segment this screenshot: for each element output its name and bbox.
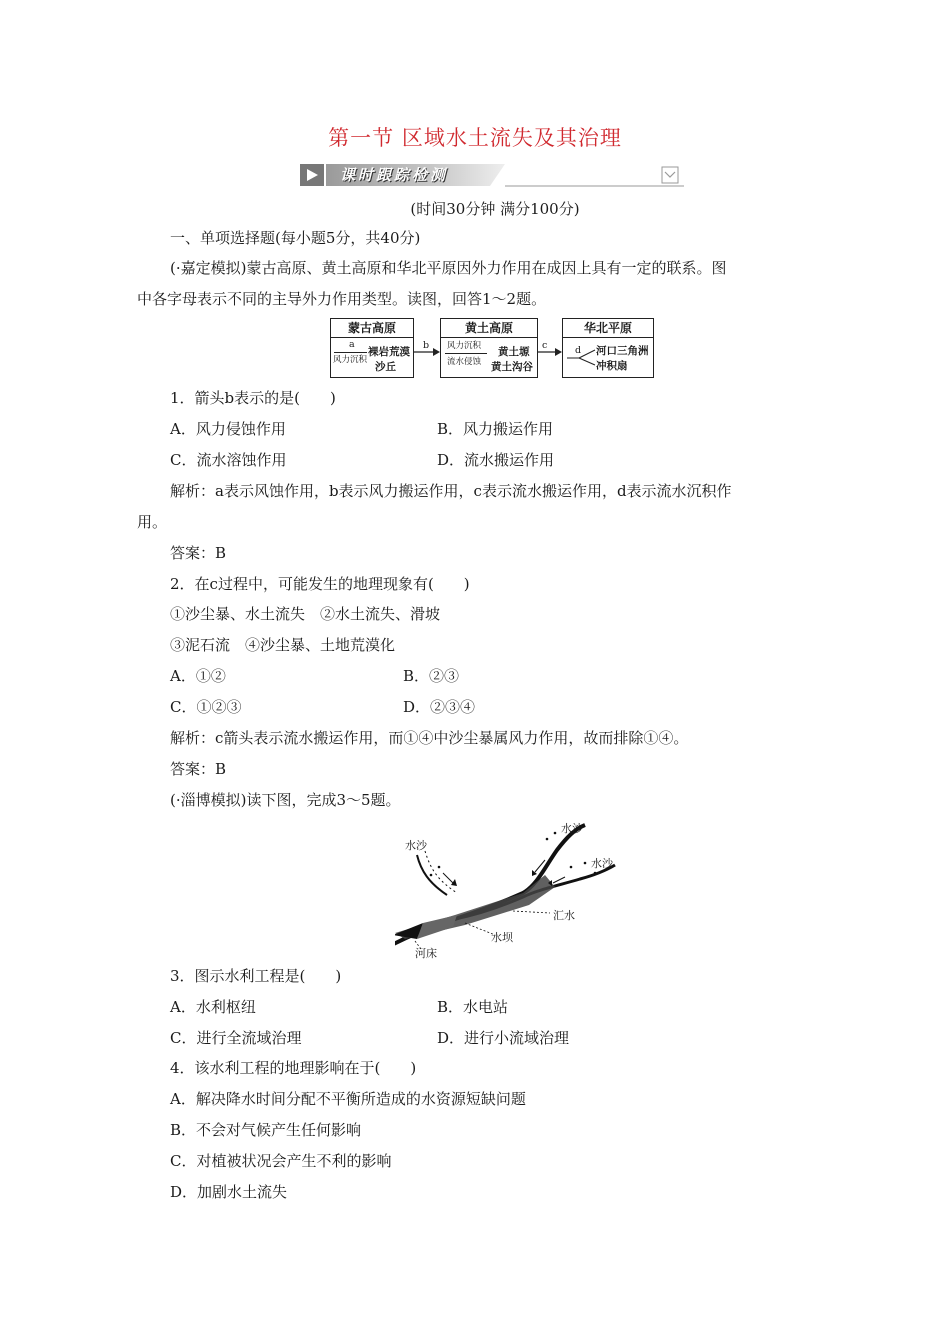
box3-output-1: 河口三角洲 (596, 345, 649, 357)
q3-option-d: D．进行小流域治理 (437, 1029, 570, 1047)
label-confluence: 汇水 (553, 909, 575, 922)
box1-output-1: 裸岩荒漠 (368, 346, 410, 358)
q2-analysis: 解析：c箭头表示流水搬运作用，而①④中沙尘暴属风力作用，故而排除①④。 (170, 729, 689, 747)
label-b: b (423, 340, 430, 351)
box1-wind-label: 风力沉积 (333, 355, 368, 365)
intro-text-1b: 中各字母表示不同的主导外力作用类型。读图，回答1～2题。 (137, 290, 547, 308)
q2-option-d: D．②③④ (403, 698, 476, 716)
box1-title: 蒙古高原 (331, 319, 413, 338)
section-heading: 一、单项选择题(每小题5分，共40分) (170, 229, 421, 247)
q4-option-b: B．不会对气候产生任何影响 (170, 1121, 362, 1139)
q2-answer: 答案：B (170, 760, 227, 778)
label-sediment-right: 水沙 (591, 857, 613, 870)
q1-analysis-b: 用。 (137, 513, 168, 531)
intro-text-2: (·淄博模拟)读下图，完成3～5题。 (170, 791, 401, 809)
label-a: a (349, 339, 355, 350)
q1-answer: 答案：B (170, 544, 227, 562)
dam-illustration (395, 815, 635, 960)
q3-stem: 3．图示水利工程是( ) (170, 967, 342, 985)
box3-title: 华北平原 (563, 319, 653, 338)
box2-title: 黄土高原 (441, 319, 537, 338)
label-sediment-left: 水沙 (405, 839, 427, 852)
q2-option-a: A．①② (170, 667, 226, 685)
q1-option-d: D．流水搬运作用 (437, 451, 555, 469)
q2-item-2: ③泥石流 ④沙尘暴、土地荒漠化 (170, 636, 396, 654)
branch-lines (567, 345, 597, 369)
label-c: c (542, 340, 548, 351)
q2-item-1: ①沙尘暴、水土流失 ②水土流失、滑坡 (170, 605, 441, 623)
box3-output-2: 冲积扇 (596, 360, 628, 372)
intro-text-1a: (·嘉定模拟)蒙古高原、黄土高原和华北平原因外力作用在成因上具有一定的联系。图 (170, 259, 727, 277)
q2-option-b: B．②③ (403, 667, 460, 685)
q3-option-b: B．水电站 (437, 998, 509, 1016)
box2-input-2: 流水侵蚀 (447, 357, 482, 367)
box-loess-plateau (440, 318, 538, 378)
q4-option-d: D．加剧水土流失 (170, 1183, 288, 1201)
box-mongolian-plateau (330, 318, 414, 378)
box2-output-2: 黄土沟谷 (491, 361, 533, 373)
q4-option-c: C．对植被状况会产生不利的影响 (170, 1152, 392, 1170)
banner-label: 课时跟踪检测 (340, 166, 449, 184)
q1-option-c: C．流水溶蚀作用 (170, 451, 287, 469)
label-riverbed: 河床 (415, 947, 437, 960)
label-sediment-top: 水沙 (561, 822, 583, 835)
q3-option-a: A．水利枢纽 (170, 998, 256, 1016)
q3-option-c: C．进行全流域治理 (170, 1029, 302, 1047)
landform-flow-diagram (330, 318, 655, 378)
arrow-b (414, 348, 440, 356)
exam-time-info: (时间30分钟 满分100分) (410, 200, 580, 218)
box-north-china-plain (562, 318, 654, 378)
q2-option-c: C．①②③ (170, 698, 242, 716)
box2-output-1: 黄土塬 (498, 346, 530, 358)
q1-option-b: B．风力搬运作用 (437, 420, 554, 438)
q1-analysis-a: 解析：a表示风蚀作用，b表示风力搬运作用，c表示流水搬运作用，d表示流水沉积作 (170, 482, 732, 500)
q4-option-a: A．解决降水时间分配不平衡所造成的水资源短缺问题 (170, 1090, 526, 1108)
box2-input-1: 风力沉积 (447, 341, 482, 351)
box1-output-2: 沙丘 (375, 361, 396, 373)
label-d: d (575, 345, 582, 356)
arrow-c (538, 348, 562, 356)
q4-stem: 4．该水利工程的地理影响在于( ) (170, 1059, 417, 1077)
q1-stem: 1．箭头b表示的是( ) (170, 389, 336, 407)
q1-option-a: A．风力侵蚀作用 (170, 420, 286, 438)
dam-drawing (395, 815, 635, 960)
page-title: 第一节 区域水土流失及其治理 (328, 126, 622, 150)
q2-stem: 2．在c过程中，可能发生的地理现象有( ) (170, 575, 470, 593)
label-dam: 水坝 (491, 931, 513, 944)
